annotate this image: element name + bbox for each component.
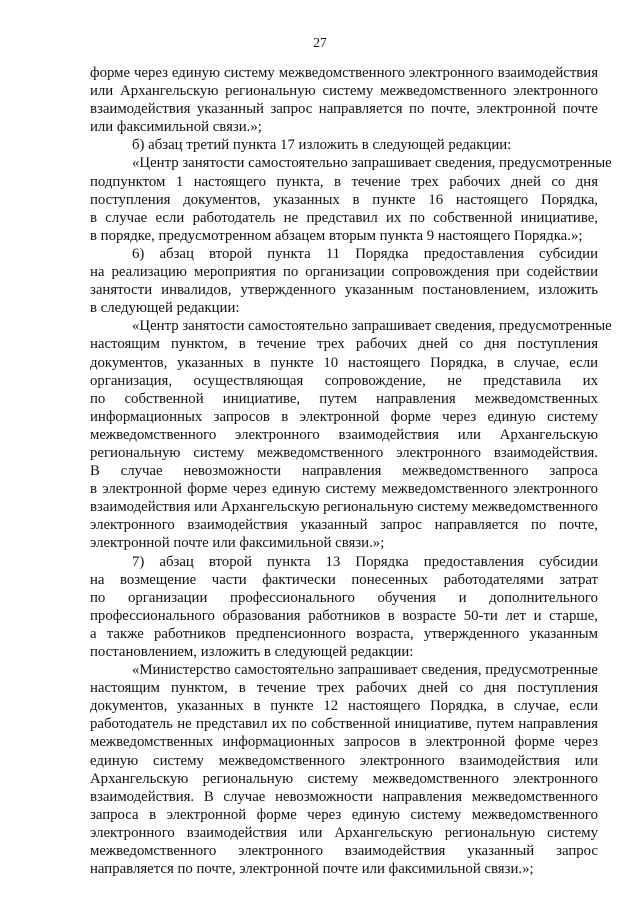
text-line: поступления документов, указанных в пункте 16 настоящего Порядка, [90,191,598,208]
text-line: в электронной форме через единую систему межведомственного электронного [90,481,598,498]
text-line: организация, осуществляющая сопровождение, не представила их [90,372,598,389]
text-line: взаимодействия указанный запрос направляется по почте, электронной почте [90,101,598,118]
text-line: межведомственного электронного взаимодействия указанный запрос [90,843,598,860]
text-line: работодатель не представил их по собственной инициативе, путем направления [90,716,598,733]
text-line: профессионального образования работников в возрасте 50-ти лет и старше, [90,607,598,624]
text-line: направляется по почте, электронной почте или факсимильной связи.»; [90,861,534,878]
text-line: в порядке, предусмотренном абзацем вторым пункта 9 настоящего Порядка.»; [90,227,583,244]
text-line: или факсимильной связи.»; [90,119,262,136]
text-line: на возмещение части фактически понесенных работодателями затрат [90,571,598,588]
text-line: документов, указанных в пункте 12 настоящего Порядка, в случае, если [90,698,598,715]
text-line: единую систему межведомственного электронного взаимодействия или [90,752,598,769]
text-line: или Архангельскую региональную систему межведомственного электронного [90,83,598,100]
text-line: региональную систему межведомственного электронного взаимодействия. [90,444,598,461]
text-line: 7) абзац второй пункта 13 Порядка предоставления субсидии [132,553,598,570]
text-line: межведомственных информационных запросов в электронной форме через [90,734,598,751]
text-line: по организации профессионального обучения и дополнительного [90,589,598,606]
text-line: «Центр занятости самостоятельно запрашивает сведения, предусмотренные [132,318,612,335]
text-line: б) абзац третий пункта 17 изложить в следующей редакции: [132,137,512,154]
text-line: форме через единую систему межведомственного электронного взаимодействия [90,65,598,81]
text-line: настоящим пунктом, в течение трех рабочих дней со дня поступления [90,336,598,353]
text-line: электронного взаимодействия или Архангельскую региональную систему [90,824,598,841]
text-line: документов, указанных в пункте 10 настоящего Порядка, в случае, если [90,354,598,371]
text-line: информационных запросов в электронной форме через единую систему [90,408,598,425]
text-line: взаимодействия. В случае невозможности направления межведомственного [90,788,598,805]
text-line: взаимодействия или Архангельскую региональную систему межведомственного [90,499,599,516]
text-line: в случае если работодатель не представил их по собственной инициативе, [90,209,598,226]
text-line: межведомственного электронного взаимодействия или Архангельскую [90,426,598,443]
text-line: 6) абзац второй пункта 11 Порядка предоставления субсидии [132,245,598,262]
text-line: занятости инвалидов, утвержденного указанным постановлением, изложить [90,282,598,299]
text-line: запроса в электронной форме через единую систему межведомственного [90,806,598,823]
text-line: а также работников предпенсионного возраста, утвержденного указанным [90,625,598,642]
text-line: настоящим пунктом, в течение трех рабочих дней со дня поступления [90,680,598,697]
text-line: в следующей редакции: [90,300,240,317]
text-line: Архангельскую региональную систему межведомственного электронного [90,770,598,787]
text-line: постановлением, изложить в следующей редакции: [90,644,414,660]
text-line: «Министерство самостоятельно запрашивает сведения, предусмотренные [132,662,598,679]
page-number: 27 [313,35,327,50]
text-line: «Центр занятости самостоятельно запрашивает сведения, предусмотренные [132,155,612,172]
text-line: на реализацию мероприятия по организации сопровождения при содействии [90,264,598,281]
document-body [90,64,612,878]
text-line: подпунктом 1 настоящего пункта, в течение трех рабочих дней со дня [90,173,598,190]
text-line: В случае невозможности направления межведомственного запроса [90,463,598,480]
text-line: электронного взаимодействия указанный запрос направляется по почте, [90,517,598,534]
text-line: электронной почте или факсимильной связи.»; [90,535,385,552]
text-line: по собственной инициативе, путем направления межведомственных [90,390,598,407]
